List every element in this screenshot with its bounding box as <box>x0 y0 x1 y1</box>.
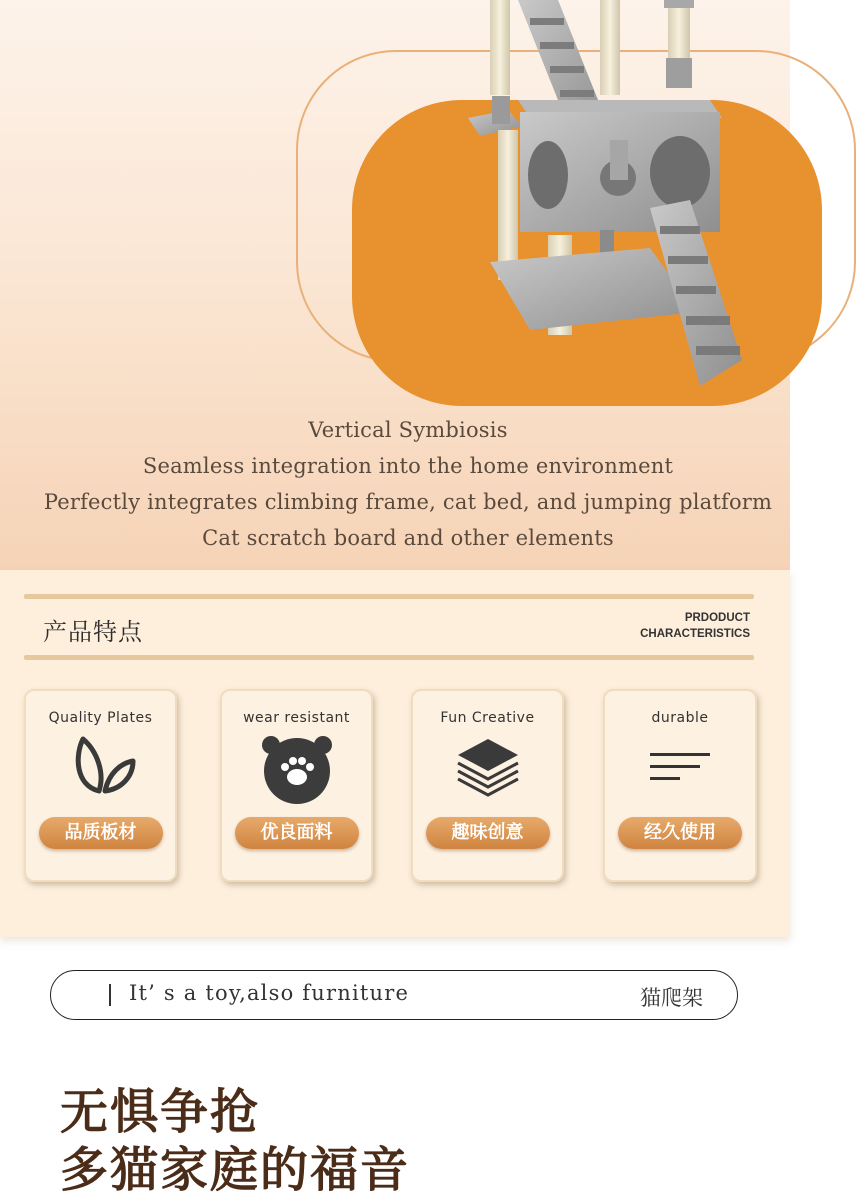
lines-icon <box>640 733 720 803</box>
tagline-banner <box>50 970 738 1020</box>
feature-card-quality-plates <box>24 689 177 882</box>
feature-pill: 品质板材 <box>39 817 163 849</box>
feature-card-label: Fun Creative <box>440 710 535 726</box>
hero-line-2: Seamless integration into the home environment <box>142 454 674 478</box>
feature-pill: 优良面料 <box>235 817 359 849</box>
section-subtitle <box>640 610 750 642</box>
hero-line-4: Cat scratch board and other elements <box>202 526 614 550</box>
feature-card-label: durable <box>651 710 709 726</box>
tagline-divider <box>109 984 111 1006</box>
paw-icon <box>257 733 337 803</box>
feature-card-fun-creative <box>411 689 564 882</box>
tagline-cn: 猫爬架 <box>640 986 703 1010</box>
feature-card-durable <box>603 689 757 882</box>
leaf-icon <box>61 733 141 803</box>
feature-pill: 经久使用 <box>618 817 742 849</box>
feature-pill: 趣味创意 <box>426 817 550 849</box>
section-title: 产品特点 <box>43 618 143 646</box>
tagline-text: It’ s a toy,also furniture <box>129 981 410 1005</box>
section-rule-bottom <box>24 655 754 660</box>
hero-line-title: Vertical Symbiosis <box>308 418 508 442</box>
headline-line1: 无惧争抢 <box>60 1084 261 1140</box>
characteristics-section <box>0 570 790 937</box>
hero-line-3: Perfectly integrates climbing frame, cat bed, and jumping platform <box>43 490 773 514</box>
layers-icon <box>448 733 528 803</box>
headline-line2: 多猫家庭的福音 <box>60 1142 411 1198</box>
section-rule-top <box>24 594 754 599</box>
cat-tree-image <box>460 0 750 395</box>
section-subtitle-line2: CHARACTERISTICS <box>640 628 750 640</box>
section-subtitle-line1: PRDODUCT <box>684 612 750 624</box>
hero-section <box>0 0 790 570</box>
feature-card-label: Quality Plates <box>48 710 153 726</box>
feature-card-label: wear resistant <box>243 710 350 726</box>
feature-card-wear-resistant <box>220 689 373 882</box>
hero-text-block <box>0 412 816 556</box>
